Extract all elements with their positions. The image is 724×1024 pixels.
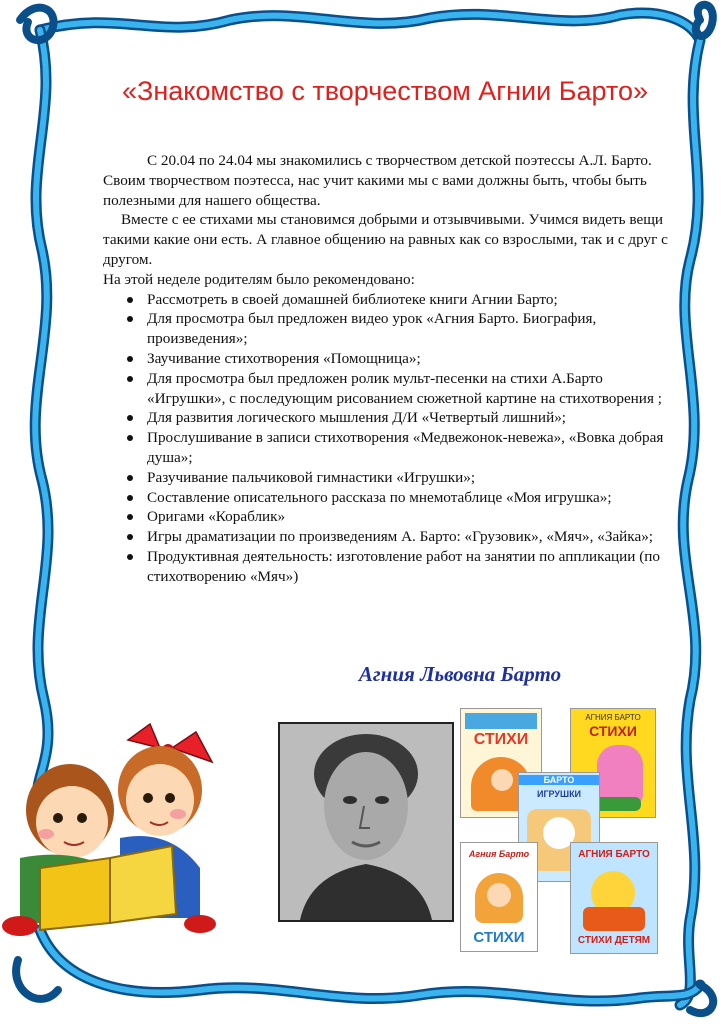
book-cover-author: АГНИЯ БАРТО — [578, 849, 650, 860]
book-cover-title: ИГРУШКИ — [536, 789, 582, 799]
book-cover-title: СТИХИ — [473, 731, 529, 748]
list-item: Продуктивная деятельность: изготовление работ на занятии по аппликации (по стихотворению «Мяч») — [147, 547, 678, 587]
book-cover-author: БАРТО — [519, 775, 599, 785]
book-cover-5 — [570, 842, 658, 954]
book-cover-author: АГНИЯ БАРТО — [585, 713, 641, 722]
book-cover-4 — [460, 842, 538, 952]
portrait-caption: Агния Львовна Барто — [358, 662, 562, 686]
list-item: Рассмотреть в своей домашней библиотеке книги Агнии Барто; — [147, 290, 678, 310]
book-cover-title: СТИХИ — [589, 723, 637, 739]
list-item: Для просмотра был предложен ролик мульт-песенки на стихи А.Барто «Игрушки», с последующим рисованием сюжетной картине на стихотворения ; — [147, 369, 678, 409]
values-paragraph: Вместе с ее стихами мы становимся добрыми и отзывчивыми. Учимся видеть вещи такими какие они есть. А главное общению на равных как со взрослыми, так и с друг с другом. — [103, 211, 668, 268]
book-cover-author: Агния Барто — [468, 849, 530, 859]
recommendations-heading: На этой неделе родителям было рекомендовано: — [103, 270, 415, 288]
article-body — [103, 151, 678, 587]
children-reading-illustration — [0, 718, 240, 938]
portrait-image — [280, 724, 452, 920]
book-cover-title: СТИХИ ДЕТЯМ — [577, 935, 651, 946]
poet-portrait-photo — [278, 722, 454, 922]
list-item: Оригами «Кораблик» — [147, 507, 678, 527]
list-item: Заучивание стихотворения «Помощница»; — [147, 349, 678, 369]
list-item: Прослушивание в записи стихотворения «Медвежонок-невежа», «Вовка добрая душа»; — [147, 428, 678, 468]
recommendations-list — [103, 290, 678, 587]
list-item: Для развития логического мышления Д/И «Четвертый лишний»; — [147, 408, 678, 428]
list-item: Для просмотра был предложен видео урок «Агния Барто. Биография, произведения»; — [147, 309, 678, 349]
list-item: Разучивание пальчиковой гимнастики «Игрушки»; — [147, 468, 678, 488]
list-item: Составление описательного рассказа по мнемотаблице «Моя игрушка»; — [147, 488, 678, 508]
page-title: «Знакомство с творчеством Агнии Барто» — [122, 76, 648, 106]
intro-paragraph: С 20.04 по 24.04 мы знакомились с творчеством детской поэтессы А.Л. Барто. Своим творчеством поэтесса, нас учит какими мы с вами должны быть, чтобы быть полезными для нашего общества. — [103, 152, 652, 209]
list-item: Игры драматизации по произведениям А. Барто: «Грузовик», «Мяч», «Зайка»; — [147, 527, 678, 547]
book-cover-title: СТИХИ — [473, 929, 525, 946]
